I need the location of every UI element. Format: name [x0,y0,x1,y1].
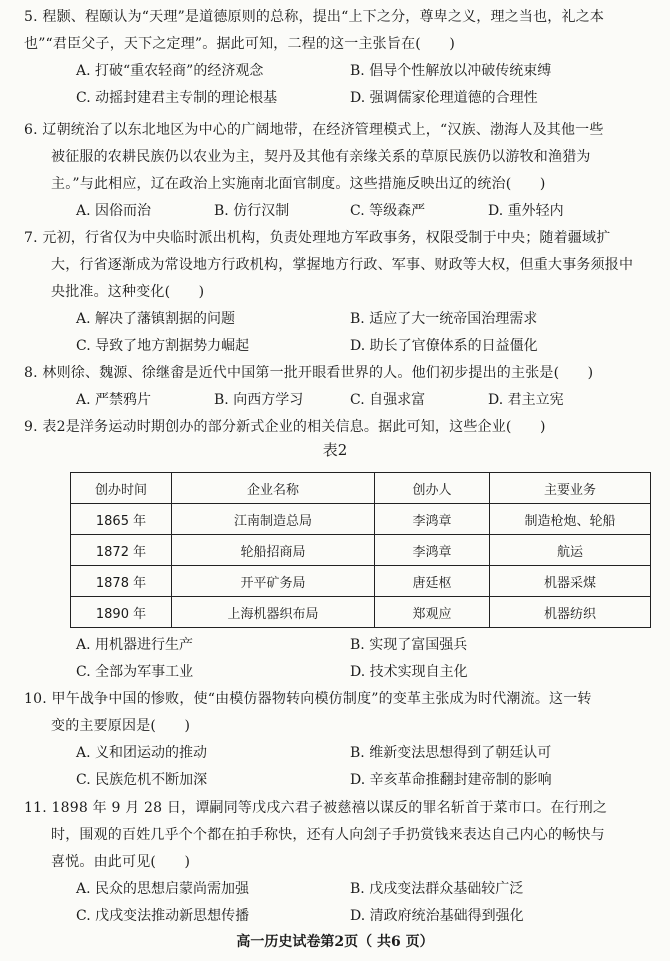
table-cell: 1872 年 [71,535,172,566]
option-a[interactable]: A. 义和团运动的推动 [76,745,208,761]
option-b[interactable]: B. 维新变法思想得到了朝廷认可 [350,745,552,761]
question-stem-line: 也”“君臣父子，天下之定理”。据此可知，二程的这一主张旨在( ) [24,36,455,52]
table-cell: 1865 年 [71,504,172,535]
option-d[interactable]: D. 助长了官僚体系的日益僵化 [350,338,538,354]
question-stem-line: 11. 1898 年 9 月 28 日，谭嗣同等戊戌六君子被慈禧以谋反的罪名斩首于菜市口。在行刑之 [24,800,608,816]
table-header: 创办人 [375,473,490,504]
question-9-options [24,632,660,686]
question-stem-line: 5. 程颢、程颐认为“天理”是道德原则的总称，提出“上下之分，尊卑之义，理之当也，礼之本 [24,9,605,25]
table-title: 表2 [322,441,348,459]
question-6 [24,117,660,225]
question-7 [24,225,660,360]
table-cell: 航运 [490,535,651,566]
option-d[interactable]: D. 技术实现自主化 [350,664,468,680]
table-header-row [71,473,651,504]
option-b[interactable]: B. 倡导个性解放以冲破传统束缚 [350,63,552,79]
question-stem-line: 6. 辽朝统治了以东北地区为中心的广阔地带，在经济管理模式上，“汉族、渤海人及其他一些 [24,122,604,138]
table-cell: 制造枪炮、轮船 [490,504,651,535]
table-cell: 郑观应 [375,597,490,628]
table-row [71,597,651,628]
table-cell: 江南制造总局 [172,504,375,535]
question-stem-line: 7. 元初，行省仅为中央临时派出机构，负责处理地方军政事务，权限受制于中央；随着疆域扩 [24,230,611,246]
table-header: 主要业务 [490,473,651,504]
question-8 [24,360,660,414]
question-10 [24,686,660,794]
table-cell: 李鸿章 [375,504,490,535]
option-a[interactable]: A. 严禁鸦片 [76,392,152,408]
table-cell: 机器纺织 [490,597,651,628]
table-row [71,535,651,566]
option-c[interactable]: C. 动摇封建君主专制的理论根基 [76,90,278,106]
table-cell: 唐廷枢 [375,566,490,597]
question-stem-line: 时，围观的百姓几乎个个都在拍手称快，还有人向刽子手扔赏钱来表达自己内心的畅快与 [51,827,605,843]
option-c[interactable]: C. 民族危机不断加深 [76,772,208,788]
option-a[interactable]: A. 民众的思想启蒙尚需加强 [76,881,250,897]
table-cell: 轮船招商局 [172,535,375,566]
question-stem-line: 大，行省逐渐成为常设地方行政机构，掌握地方行政、军事、财政等大权，但重大事务须报中 [51,257,634,273]
option-b[interactable]: B. 向西方学习 [214,392,304,408]
option-c[interactable]: C. 全部为军事工业 [76,664,194,680]
question-stem-line: 变的主要原因是( ) [51,718,191,734]
option-b[interactable]: B. 戊戌变法群众基础较广泛 [350,881,524,897]
table-cell: 1890 年 [71,597,172,628]
table-row [71,504,651,535]
option-c[interactable]: C. 戊戌变法推动新思想传播 [76,908,250,924]
option-c[interactable]: C. 自强求富 [350,392,426,408]
question-stem-line: 央批准。这种变化( ) [51,284,205,300]
option-c[interactable]: C. 等级森严 [350,203,426,219]
question-stem-line: 被征服的农耕民族仍以农业为主，契丹及其他有亲缘关系的草原民族仍以游牧和渔猎为 [51,149,591,165]
question-stem-line: 主。”与此相应，辽在政治上实施南北面官制度。这些措施反映出辽的统治( ) [51,176,546,192]
table-cell: 上海机器织布局 [172,597,375,628]
option-d[interactable]: D. 清政府统治基础得到强化 [350,908,524,924]
table-cell: 机器采煤 [490,566,651,597]
option-a[interactable]: A. 用机器进行生产 [76,637,194,653]
enterprise-table [70,472,651,628]
option-a[interactable]: A. 打破“重农轻商”的经济观念 [76,63,264,79]
option-d[interactable]: D. 强调儒家伦理道德的合理性 [350,90,538,106]
table-row [71,566,651,597]
question-stem-line: 8. 林则徐、魏源、徐继畬是近代中国第一批开眼看世界的人。他们初步提出的主张是( ) [24,365,594,381]
table-cell: 1878 年 [71,566,172,597]
option-d[interactable]: D. 重外轻内 [488,203,564,219]
table-cell: 李鸿章 [375,535,490,566]
table-header: 创办时间 [71,473,172,504]
option-d[interactable]: D. 辛亥革命推翻封建帝制的影响 [350,772,552,788]
page-footer: 高一历史试卷第2页（ 共6 页） [236,934,434,950]
option-b[interactable]: B. 实现了富国强兵 [350,637,468,653]
option-c[interactable]: C. 导致了地方割据势力崛起 [76,338,250,354]
option-a[interactable]: A. 因俗而治 [76,203,152,219]
option-b[interactable]: B. 适应了大一统帝国治理需求 [350,311,538,327]
question-stem-line: 10. 甲午战争中国的惨败，使“由模仿器物转向模仿制度”的变革主张成为时代潮流。这一转 [24,691,592,707]
question-stem-line: 喜悦。由此可见( ) [51,854,191,870]
question-11 [24,795,660,930]
option-d[interactable]: D. 君主立宪 [488,392,564,408]
option-a[interactable]: A. 解决了藩镇割据的问题 [76,311,236,327]
question-stem-line: 9. 表2是洋务运动时期创办的部分新式企业的相关信息。据此可知，这些企业( ) [24,419,546,435]
option-b[interactable]: B. 仿行汉制 [214,203,290,219]
question-9 [24,414,660,441]
table-cell: 开平矿务局 [172,566,375,597]
table-header: 企业名称 [172,473,375,504]
question-5 [24,4,660,112]
